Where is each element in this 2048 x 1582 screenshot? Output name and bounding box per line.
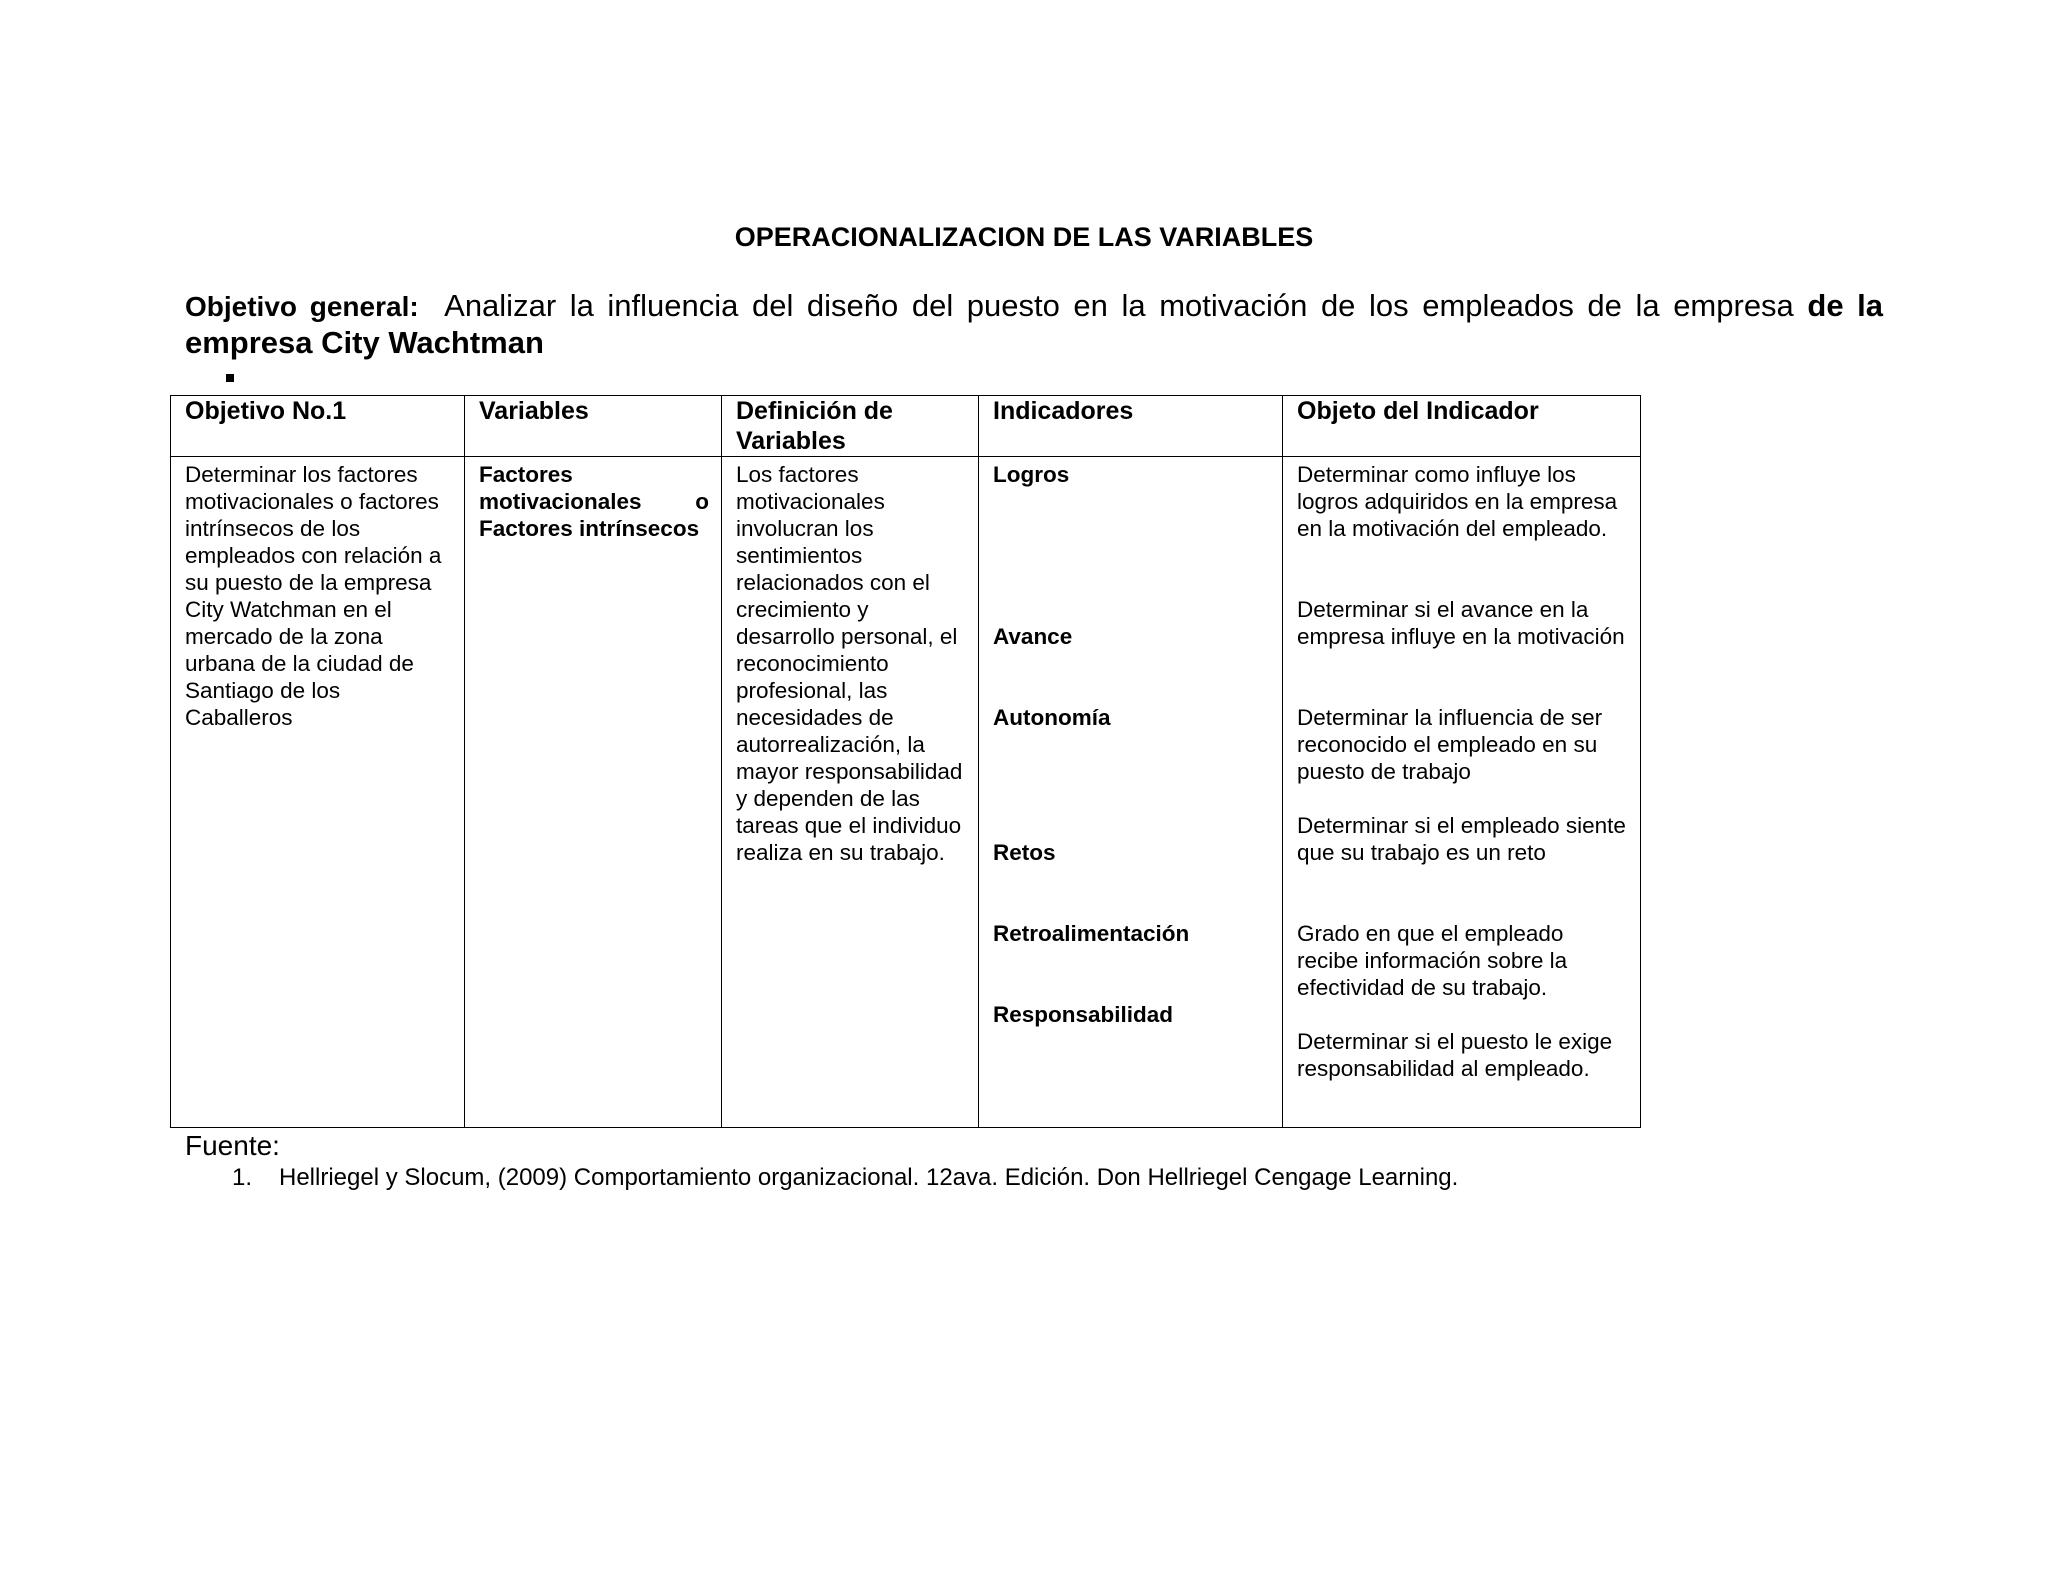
indicator-object: Grado en que el empleado recibe información sobre la efectividad de su trabajo. [1297,921,1568,1000]
indicator-object: Determinar si el avance en la empresa influye en la motivación [1297,597,1625,649]
header-objective: Objetivo No.1 [171,396,465,457]
indicators-cell [979,457,1283,1128]
objective-text: Analizar la influencia del diseño del puesto en la motivación de los empleados de la empresa [444,288,1794,323]
indicator-responsabilidad: Responsabilidad [993,1002,1174,1027]
indicator-autonomia: Autonomía [993,705,1111,730]
table-header-row [171,396,1641,457]
header-indicators: Indicadores [979,396,1283,457]
indicator-retos: Retos [993,840,1056,865]
indicator-retroalimentacion: Retroalimentación [993,921,1190,946]
objective-emphasis: de la empresa City Wachtman [185,288,1883,360]
general-objective [185,288,1883,361]
variable-line: Factores [479,462,573,487]
source-label: Fuente: [185,1130,280,1161]
indicator-object: Determinar como influye los logros adquiridos en la empresa en la motivación del empleado. [1297,462,1618,541]
operationalization-table [170,395,1641,1128]
indicator-object-cell [1283,457,1641,1128]
header-definition: Definición de Variables [722,396,979,457]
objective-cell: Determinar los factores motivacionales o factores intrínsecos de los empleados con relación a su puesto de la empresa City Watchman en el mercado de la zona urbana de la ciudad de Santiago de los Caballeros [171,457,465,1128]
indicator-object: Determinar si el empleado siente que su trabajo es un reto [1297,813,1626,865]
source-number: 1. [232,1164,253,1191]
definition-cell: Los factores motivacionales involucran los sentimientos relacionados con el crecimiento y desarrollo personal, el reconocimiento profesional, las necesidades de autorrealización, la mayor responsabilidad y dependen de las tareas que el individuo realiza en su trabajo. [722,457,979,1128]
source-list [232,1164,1458,1192]
bullet-icon [226,374,234,382]
variable-word: motivacionales [479,489,642,514]
indicator-logros: Logros [993,462,1070,487]
indicator-object: Determinar si el puesto le exige responsabilidad al empleado. [1297,1029,1613,1081]
variables-cell [465,457,722,1128]
variable-line: Factores intrínsecos [479,516,700,541]
header-variables: Variables [465,396,722,457]
variable-word: o [695,489,709,514]
page-title: OPERACIONALIZACION DE LAS VARIABLES [734,222,1314,252]
objective-label: Objetivo general: [185,291,419,322]
table-row [171,457,1641,1128]
indicator-avance: Avance [993,624,1073,649]
source-reference: Hellriegel y Slocum, (2009) Comportamiento organizacional. 12ava. Edición. Don Hellriegel Cengage Learning. [279,1164,1459,1191]
variable-line [479,488,709,515]
indicator-object: Determinar la influencia de ser reconocido el empleado en su puesto de trabajo [1297,705,1603,784]
header-indicator-object: Objeto del Indicador [1283,396,1641,457]
